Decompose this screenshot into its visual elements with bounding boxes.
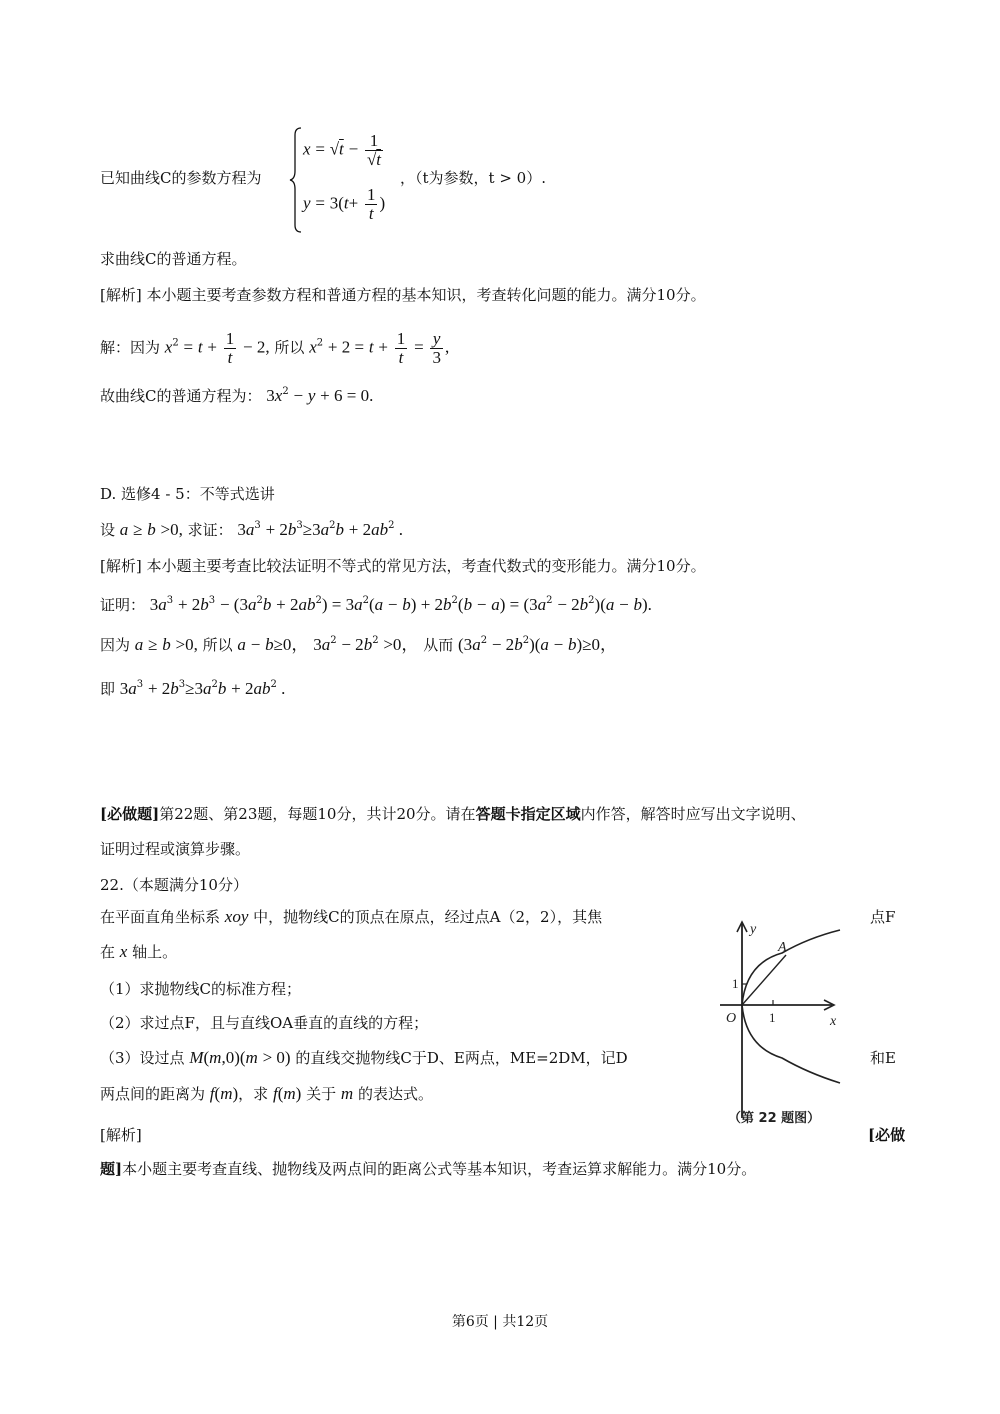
y-tick-label: 1 xyxy=(732,976,739,991)
parametric-intro: 已知曲线C的参数方程为 xyxy=(100,169,262,187)
q22-line-2: 在 x 轴上。 xyxy=(100,942,178,961)
q22-header: 22.（本题满分10分） xyxy=(100,876,248,894)
q22-line-1-end: 点F xyxy=(870,908,896,926)
q22-answer-tag-right: [必做 xyxy=(868,1126,906,1144)
equation-y: y = 3(t+ $\frac{1}{t}$ ) xyxy=(303,185,386,223)
q22-sub-3-end: 和E xyxy=(870,1049,896,1067)
parabola-lower xyxy=(742,1005,840,1083)
parabola-curve xyxy=(742,930,840,1005)
q22-answer-text: 题]本小题主要考查直线、抛物线及两点间的距离公式等基本知识，考查运算求解能力。满分10分。 xyxy=(100,1160,757,1178)
proof-line: 证明： $3a^3 + 2b^3 - (3a^2b + 2ab^2) = 3a^2(a - b) + 2b^2(b - a) = (3a^2 - 2b^2)(a - b)$. xyxy=(100,595,652,614)
y-label: y xyxy=(750,922,757,937)
page-footer: 第6页 | 共12页 xyxy=(451,1314,549,1330)
equation-x: x = √t − $\frac{1}{√t}$ xyxy=(303,131,382,169)
q22-sub-1: （1）求抛物线C的标准方程； xyxy=(100,980,302,998)
question-text: 求曲线C的普通方程。 xyxy=(100,250,247,268)
brace-symbol xyxy=(289,127,303,233)
origin-label: O xyxy=(726,1011,737,1026)
because-line: 因为 a ≥ b >0, 所以 a − b≥0， $3a^2 - 2b^2 >0$， 从而 $(3a^2 - 2b^2)(a - b)\ge 0$， xyxy=(100,635,618,654)
q22-answer-tag: [解析] xyxy=(100,1126,142,1144)
point-a-label: A xyxy=(778,940,787,955)
parametric-condition: ，（t为参数，t > 0）. xyxy=(400,169,546,187)
required-intro-2: 证明过程或演算步骤。 xyxy=(100,840,251,858)
q22-sub-4: 两点间的距离为 f(m)，求 f(m) 关于 m 的表达式。 xyxy=(100,1084,433,1103)
given-line: 设 a ≥ b >0, 求证： $3a^3 + 2b^3\ge 3a^2b + 2ab^2$ . xyxy=(100,520,403,539)
solution-line: 解：因为 $x^2 = t$ + $\frac{1}{t}$ − 2, 所以 $x^2 + 2 = t$ + $\frac{1}{t}$ = $\frac{y}{3}$ , xyxy=(100,329,450,367)
conclusion-line: 故曲线C的普通方程为： $3x^2 - y + 6 = 0$. xyxy=(100,386,374,405)
hence-line: 即 $3a^3 + 2b^3\ge 3a^2b + 2ab^2$ . xyxy=(100,679,286,698)
x-tick-label: 1 xyxy=(769,1010,776,1025)
q22-sub-3: （3）设过点 M(m,0)(m > 0) 的直线交抛物线C于D、E两点，ME=2DM，记D xyxy=(100,1048,628,1067)
x-label: x xyxy=(830,1014,837,1029)
q22-sub-2: （2）求过点F，且与直线OA垂直的直线的方程； xyxy=(100,1014,429,1032)
analysis-c: [解析] 本小题主要考查参数方程和普通方程的基本知识，考查转化问题的能力。满分10分。 xyxy=(100,286,706,304)
section-d-title: D. 选修4 - 5：不等式选讲 xyxy=(100,485,275,503)
q22-line-1: 在平面直角坐标系 xoy 中，抛物线C的顶点在原点，经过点A（2，2），其焦 xyxy=(100,907,603,926)
figure-caption: （第 22 题图） xyxy=(728,1111,821,1126)
required-intro: [必做题]第22题、第23题，每题10分，共计20分。请在答题卡指定区域内作答，解答时应写出文字说明、 xyxy=(100,805,806,823)
parabola-figure xyxy=(712,918,852,1133)
analysis-d: [解析] 本小题主要考查比较法证明不等式的常见方法，考查代数式的变形能力。满分10分。 xyxy=(100,557,706,575)
